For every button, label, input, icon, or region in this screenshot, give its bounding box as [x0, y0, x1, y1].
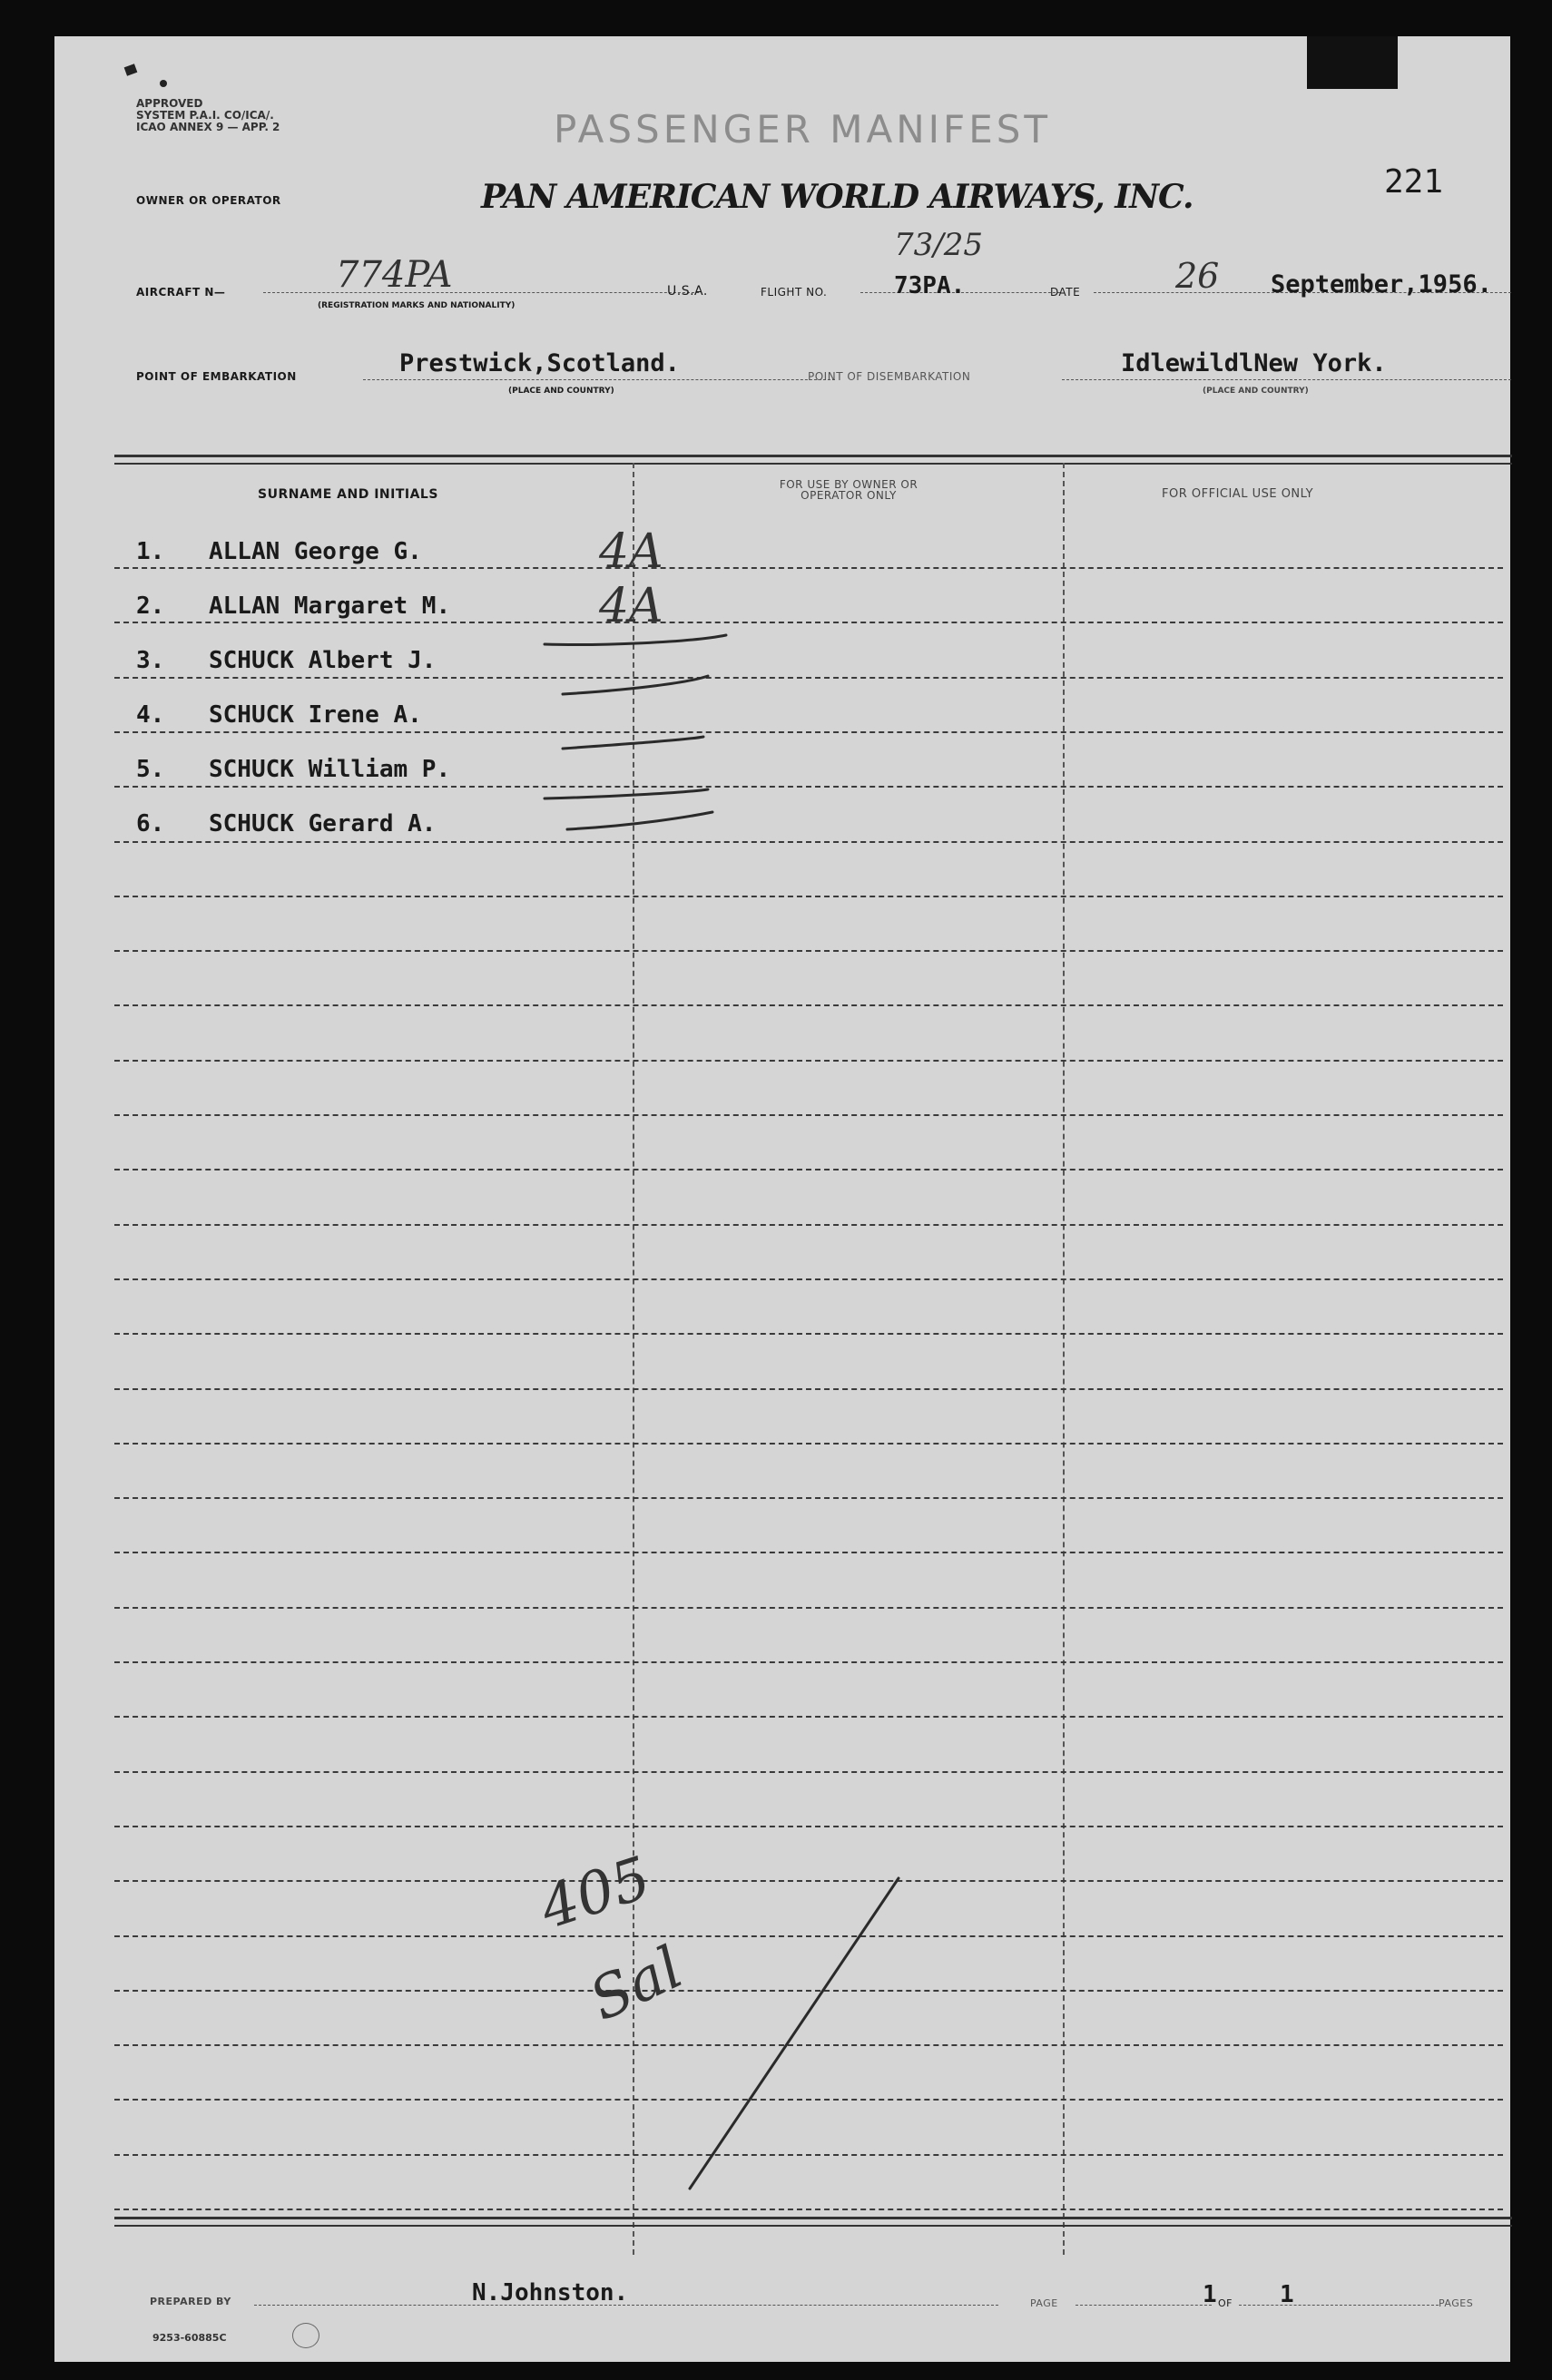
approval-line: APPROVED: [136, 97, 203, 110]
date-label: DATE: [1050, 286, 1081, 299]
check-stroke: [563, 737, 703, 749]
disembark-value: IdlewildlNew York.: [1121, 349, 1387, 377]
handwritten-mark: 4A: [599, 524, 663, 579]
union-label-seal: [292, 2323, 319, 2348]
of-label: OF: [1218, 2297, 1233, 2309]
passenger-name: ALLAN Margaret M.: [209, 593, 451, 620]
passenger-name: SCHUCK Gerard A.: [209, 810, 437, 837]
passenger-name: SCHUCK William P.: [209, 756, 451, 783]
col-header-surname: SURNAME AND INITIALS: [258, 487, 438, 502]
passenger-name: SCHUCK Irene A.: [209, 701, 422, 729]
check-stroke: [545, 635, 726, 645]
handwritten-strokes: [54, 36, 1510, 2362]
flight-number: 73PA.: [894, 272, 966, 299]
approval-line: ICAO ANNEX 9 — APP. 2: [136, 121, 280, 133]
flight-note: 73/25: [894, 227, 983, 263]
passenger-name: ALLAN George G.: [209, 538, 422, 565]
of-underline: [1239, 2305, 1439, 2306]
disembark-label: POINT OF DISEMBARKATION: [808, 370, 971, 383]
date-value: September,1956.: [1271, 270, 1492, 299]
embark-caption: (PLACE AND COUNTRY): [508, 387, 614, 396]
aircraft-label: AIRCRAFT N—: [136, 286, 226, 299]
check-stroke: [545, 789, 708, 798]
owner-label: OWNER OR OPERATOR: [136, 194, 281, 207]
page-label: PAGE: [1030, 2297, 1058, 2309]
table-bottom-rule: [114, 2217, 1512, 2227]
page-number: 221: [1384, 163, 1444, 201]
disembark-caption: (PLACE AND COUNTRY): [1203, 387, 1309, 396]
embark-label: POINT OF EMBARKATION: [136, 370, 297, 383]
row-number: 5.: [136, 756, 165, 783]
flight-label: FLIGHT NO.: [761, 286, 828, 299]
approval-line: SYSTEM P.A.I. CO/ICA/.: [136, 109, 274, 122]
row-number: 6.: [136, 810, 165, 837]
document-title: PASSENGER MANIFEST: [554, 107, 1052, 152]
prepared-label: PREPARED BY: [150, 2296, 231, 2307]
col-header-owner-use: FOR USE BY OWNER OR OPERATOR ONLY: [779, 478, 918, 502]
page-total: 1: [1280, 2281, 1294, 2308]
handwritten-mark: 4A: [599, 579, 663, 633]
manifest-sheet: [54, 36, 1510, 2362]
page-underline: [1076, 2305, 1212, 2306]
check-stroke: [567, 812, 712, 829]
embark-value: Prestwick,Scotland.: [399, 349, 680, 377]
prepared-value: N.Johnston.: [472, 2279, 629, 2307]
usa-label: U.S.A.: [667, 284, 708, 299]
form-code: 9253-60885C: [152, 2332, 227, 2344]
date-day: 26: [1175, 256, 1220, 296]
strike-line: [690, 1878, 899, 2189]
passenger-name: SCHUCK Albert J.: [209, 647, 437, 674]
aircraft-value: 774PA: [336, 254, 453, 296]
row-number: 3.: [136, 647, 165, 674]
row-number: 4.: [136, 701, 165, 729]
page-num: 1: [1203, 2281, 1217, 2308]
row-number: 1.: [136, 538, 165, 565]
owner-value: PAN AMERICAN WORLD AIRWAYS, INC.: [481, 178, 1193, 216]
handwritten-word: Sal: [580, 1934, 693, 2035]
check-stroke: [563, 676, 708, 694]
row-number: 2.: [136, 593, 165, 620]
col-header-official-use: FOR OFFICIAL USE ONLY: [1162, 487, 1314, 501]
registration-caption: (REGISTRATION MARKS AND NATIONALITY): [318, 301, 516, 310]
pages-label: PAGES: [1439, 2297, 1474, 2309]
handwritten-number: 405: [532, 1844, 659, 1944]
